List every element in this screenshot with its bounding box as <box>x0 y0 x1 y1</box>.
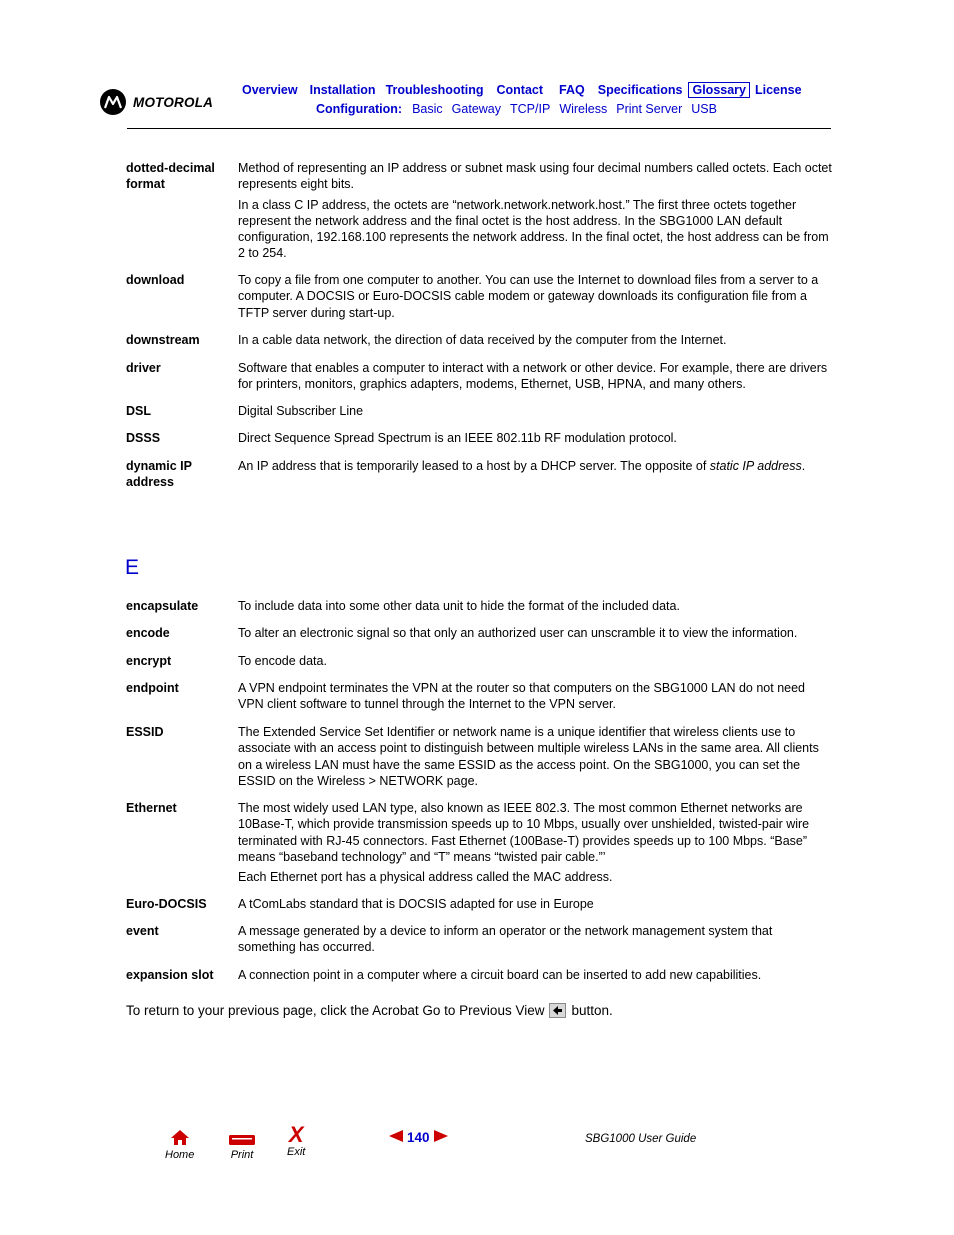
glossary-term: dotted-decimal format <box>126 161 215 192</box>
definition-paragraph: In a class C IP address, the octets are “network.network.network.host.” The first three octets together represent the network address and the final octet is the host address. In the SBG1000 LAN default configuration, 192.168.100 represents the network address. In the final octet, the host address can be from 2 to 254. <box>238 197 829 261</box>
glossary-definition <box>238 430 832 446</box>
definition-text: . <box>801 459 806 473</box>
exit-label: Exit <box>287 1146 306 1158</box>
printer-icon <box>228 1133 256 1149</box>
exit-x-icon: X <box>288 1122 304 1147</box>
glossary-term: ESSID <box>126 725 164 739</box>
definition-paragraph: To alter an electronic signal so that only an authorized user can unscramble it to view the information. <box>238 626 798 640</box>
definition-italic-term: static IP address <box>709 459 802 473</box>
nav-config-tcpip[interactable]: TCP/IP <box>510 102 551 116</box>
nav-troubleshooting[interactable]: Troubleshooting <box>385 83 484 97</box>
definition-paragraph: Method of representing an IP address or subnet mask using four decimal numbers called octets. Each octet represents eight bits. <box>238 161 832 192</box>
section-heading-letter: E <box>125 556 140 579</box>
definition-paragraph: A tComLabs standard that is DOCSIS adapted for use in Europe <box>238 897 594 911</box>
nav-config-basic[interactable]: Basic <box>412 102 443 116</box>
next-page-arrow-icon[interactable] <box>433 1130 449 1145</box>
glossary-term: driver <box>126 361 161 375</box>
definition-paragraph: A connection point in a computer where a circuit board can be inserted to add new capabilities. <box>238 968 762 982</box>
glossary-term: encrypt <box>126 654 172 668</box>
return-instruction <box>126 1003 613 1018</box>
nav-contact[interactable]: Contact <box>496 83 544 97</box>
glossary-term: event <box>126 924 159 938</box>
definition-paragraph <box>238 458 832 474</box>
nav-faq[interactable]: FAQ <box>559 83 585 97</box>
guide-title: SBG1000 User Guide <box>585 1133 697 1145</box>
glossary-definition <box>238 598 832 614</box>
motorola-logo <box>100 88 213 116</box>
glossary-definition <box>238 458 832 474</box>
nav-overview[interactable]: Overview <box>242 83 298 97</box>
nav-glossary[interactable]: Glossary <box>688 82 750 98</box>
glossary-definition <box>238 625 832 641</box>
definition-paragraph: To copy a file from one computer to another. You can use the Internet to download files from a server to a computer. A DOCSIS or Euro-DOCSIS cable modem or gateway downloads its configuration file from a TFTP server during start-up. <box>238 273 819 320</box>
exit-button[interactable] <box>287 1124 305 1158</box>
nav-specifications[interactable]: Specifications <box>597 83 683 97</box>
motorola-batwing-icon <box>100 89 126 115</box>
glossary-definition <box>238 967 832 983</box>
previous-view-icon[interactable] <box>549 1003 566 1018</box>
definition-paragraph: Software that enables a computer to interact with a network or other device. For example, there are drivers for printers, monitors, graphics adapters, modems, Ethernet, USB, HPNA, and many others. <box>238 361 828 392</box>
definition-paragraph: Direct Sequence Spread Spectrum is an IEEE 802.11b RF modulation protocol. <box>238 431 677 445</box>
nav-license[interactable]: License <box>755 83 802 97</box>
glossary-definition <box>238 272 832 321</box>
glossary-term: Euro-DOCSIS <box>126 897 207 911</box>
home-label: Home <box>165 1149 195 1161</box>
definition-paragraph: In a cable data network, the direction of data received by the computer from the Internet. <box>238 333 727 347</box>
return-text-end: button. <box>571 1003 613 1018</box>
definition-paragraph: Digital Subscriber Line <box>238 404 364 418</box>
definition-paragraph: The most widely used LAN type, also known as IEEE 802.3. The most common Ethernet networks are 10Base-T, which provide transmission speeds up to 10 Mbps, usually over unshielded, twisted-pair wire terminated with RJ-45 connectors. Fast Ethernet (100Base-T) provides speeds up to 100 Mbps. “Base” means “baseband technology” and “T” means “twisted pair cable.”’ <box>238 801 810 864</box>
glossary-definition <box>238 403 832 419</box>
home-icon <box>170 1129 190 1149</box>
glossary-definition <box>238 896 832 912</box>
page-number: 140 <box>407 1130 430 1145</box>
glossary-definition <box>238 653 832 669</box>
print-label: Print <box>230 1149 254 1161</box>
glossary-term: DSL <box>126 404 151 418</box>
brand-name: MOTOROLA <box>133 94 214 110</box>
print-button[interactable] <box>228 1133 256 1161</box>
home-button[interactable] <box>165 1129 194 1161</box>
glossary-term: downstream <box>126 333 200 347</box>
nav-installation[interactable]: Installation <box>309 83 376 97</box>
definition-paragraph: A message generated by a device to inform an operator or the network management system that something has occurred. <box>238 924 773 955</box>
nav-config-print-server[interactable]: Print Server <box>616 102 683 116</box>
glossary-term: Ethernet <box>126 801 177 815</box>
glossary-definition <box>238 724 832 789</box>
nav-config-gateway[interactable]: Gateway <box>451 102 502 116</box>
previous-page-arrow-icon[interactable] <box>388 1130 404 1145</box>
definition-paragraph: A VPN endpoint terminates the VPN at the router so that computers on the SBG1000 LAN do not need VPN client software to tunnel through the Internet to the VPN server. <box>238 681 806 712</box>
page-navigator <box>388 1130 449 1145</box>
glossary-definition <box>238 680 832 713</box>
nav-config-wireless[interactable]: Wireless <box>559 102 608 116</box>
glossary-term: download <box>126 273 185 287</box>
definition-text: An IP address that is temporarily leased to a host by a DHCP server. The opposite of <box>238 459 710 473</box>
definition-paragraph: The Extended Service Set Identifier or network name is a unique identifier that wireless clients use to associate with an access point to distinguish between multiple wireless LANs in the same area. All clients on a wireless LAN must have the same ESSID as the access point. On the SBG1000, you can set the ESSID on the Wireless > NETWORK page. <box>238 725 819 788</box>
glossary-definition <box>238 332 832 348</box>
config-label: Configuration: <box>316 102 403 116</box>
glossary-definition <box>238 923 832 956</box>
definition-paragraph: Each Ethernet port has a physical address called the MAC address. <box>238 870 613 885</box>
glossary-term: expansion slot <box>126 968 214 982</box>
glossary-definition <box>238 160 832 262</box>
glossary-term: endpoint <box>126 681 179 695</box>
main-nav <box>242 81 802 99</box>
return-text: To return to your previous page, click the Acrobat Go to Previous View <box>126 1003 545 1018</box>
glossary-definition <box>238 800 832 885</box>
definition-paragraph: To include data into some other data unit to hide the format of the included data. <box>238 599 680 613</box>
glossary-definition <box>238 360 832 393</box>
definition-paragraph: To encode data. <box>238 654 327 668</box>
glossary-term: encode <box>126 626 170 640</box>
glossary-term: encapsulate <box>126 599 199 613</box>
header-divider <box>127 128 831 129</box>
config-nav <box>316 100 726 118</box>
glossary-term: dynamic IP address <box>126 459 192 490</box>
nav-config-usb[interactable]: USB <box>691 102 717 116</box>
glossary-term: DSSS <box>126 431 161 445</box>
